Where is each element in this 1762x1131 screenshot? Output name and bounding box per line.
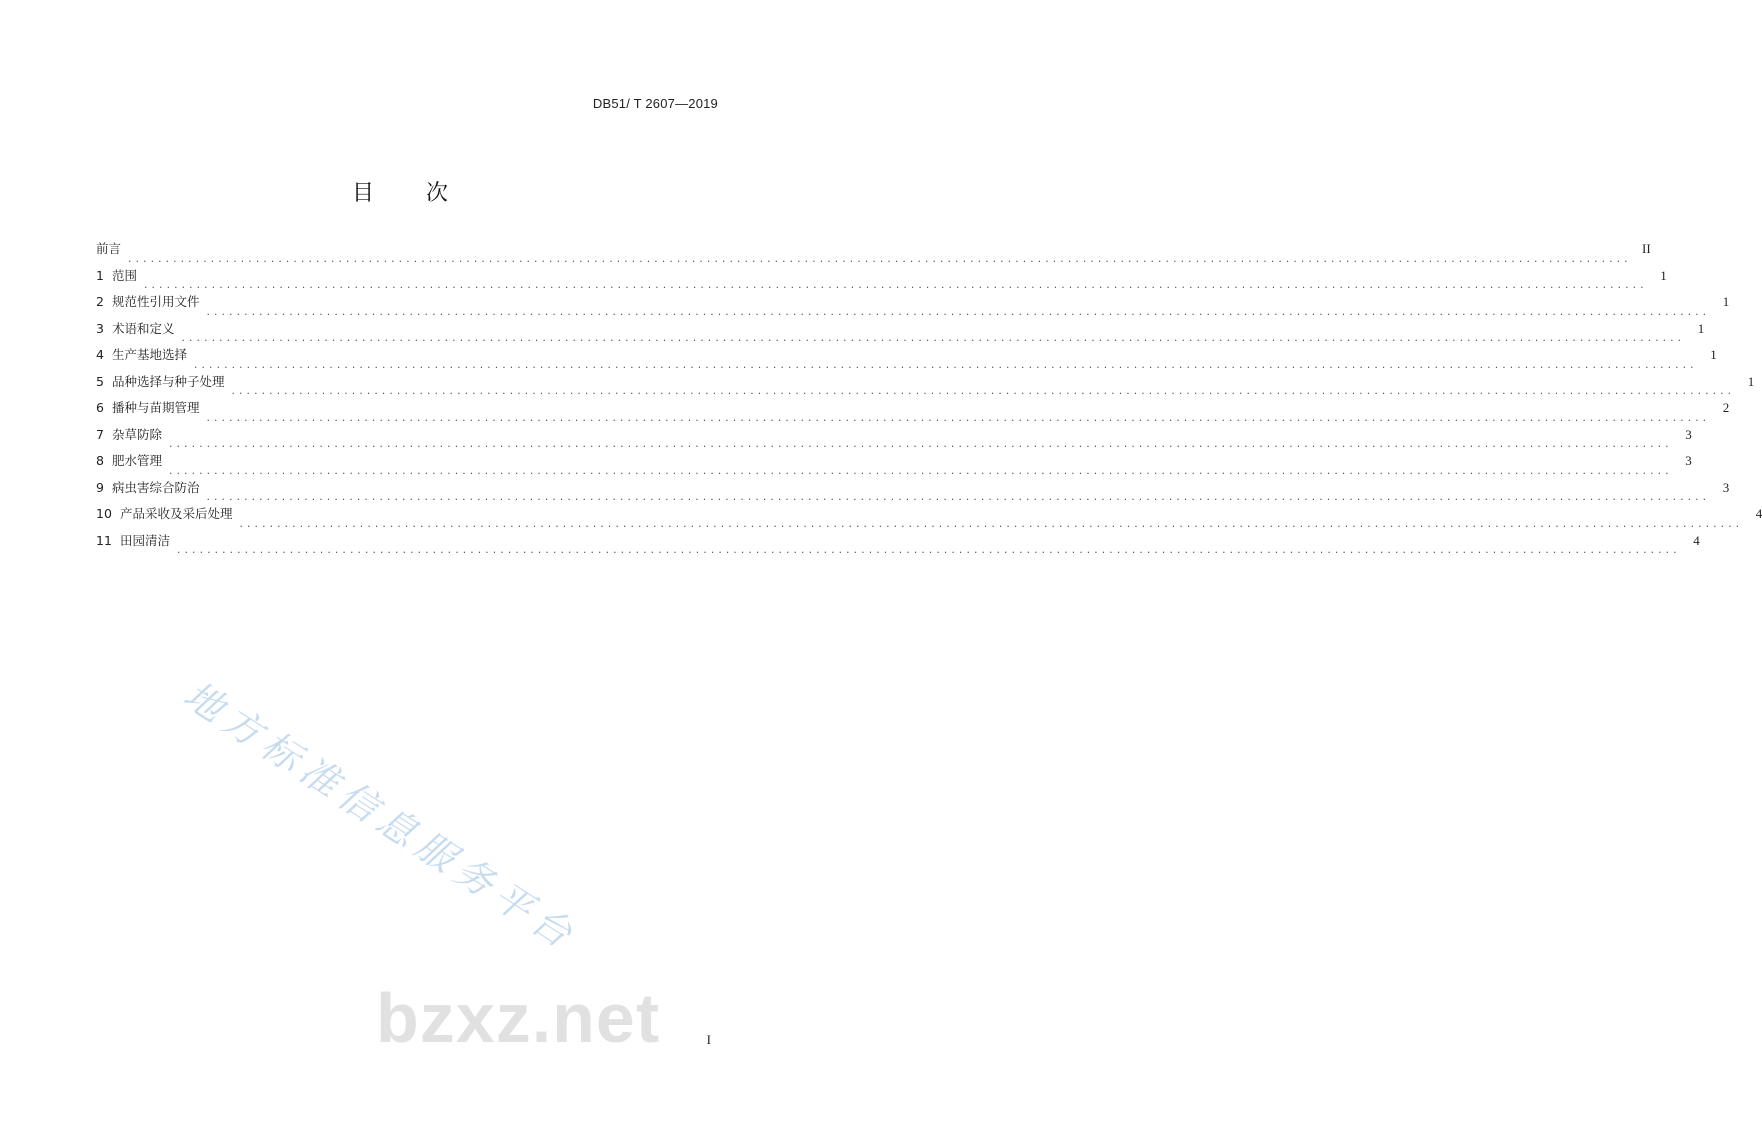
toc-entry-page: 1 bbox=[1747, 373, 1755, 389]
toc-entry[interactable] bbox=[96, 239, 1651, 266]
toc-entry-label: 病虫害综合防治 bbox=[112, 479, 200, 495]
toc-entry-number: 8 bbox=[96, 453, 104, 468]
toc-entry-number: 5 bbox=[96, 373, 104, 389]
toc-entry-page: 3 bbox=[1722, 479, 1730, 495]
toc-entry-page: 1 bbox=[1710, 347, 1717, 362]
toc-dot-leader: ........................................................................................................................................................................................................ bbox=[176, 546, 1680, 556]
page-number: I bbox=[706, 1032, 711, 1047]
toc-title-char-2: 次 bbox=[426, 181, 449, 206]
toc-dot-leader: ........................................................................................................................................................................................................ bbox=[193, 360, 1697, 371]
toc-entry-label: 规范性引用文件 bbox=[112, 294, 200, 309]
toc-entry-label: 前言 bbox=[96, 241, 122, 256]
toc-entry[interactable] bbox=[96, 425, 1692, 452]
toc-entry-number: 9 bbox=[96, 479, 104, 495]
toc-dot-leader: ........................................................................................................................................................................................................ bbox=[143, 281, 1647, 291]
toc-dot-leader: ........................................................................................................................................................................................................ bbox=[168, 466, 1672, 477]
toc-entry[interactable] bbox=[96, 451, 1692, 478]
toc-entry-label: 术语和定义 bbox=[112, 320, 175, 336]
toc-dot-leader: ........................................................................................................................................................................................................ bbox=[230, 387, 1735, 397]
toc-entry-number: 4 bbox=[96, 347, 104, 362]
toc-dot-leader: ........................................................................................................................................................................................................ bbox=[238, 519, 1743, 530]
standard-code: DB51/ T 2607—2019 bbox=[592, 96, 718, 111]
toc-entry-number: 3 bbox=[96, 320, 104, 336]
toc-entry[interactable] bbox=[96, 266, 1667, 293]
platform-watermark: 地方标准信息服务平台 bbox=[176, 672, 586, 960]
toc-entry-label: 田园清洁 bbox=[120, 532, 171, 548]
toc-entry-label: 范围 bbox=[112, 267, 138, 283]
toc-entry-page: 4 bbox=[1693, 532, 1700, 548]
toc-entry[interactable] bbox=[96, 478, 1730, 505]
toc-entry-label: 播种与苗期管理 bbox=[112, 400, 200, 415]
toc-dot-leader: ........................................................................................................................................................................................................ bbox=[205, 493, 1710, 503]
toc-entry[interactable] bbox=[96, 292, 1730, 319]
toc-entry[interactable] bbox=[96, 372, 1755, 399]
toc-entry-number: 1 bbox=[96, 267, 104, 283]
toc-entry-page: 2 bbox=[1722, 400, 1730, 415]
toc-entry[interactable] bbox=[96, 531, 1700, 558]
toc-entry-label: 肥水管理 bbox=[112, 453, 163, 468]
toc-entry-number: 10 bbox=[96, 506, 112, 521]
toc-entry-page: 1 bbox=[1660, 267, 1667, 283]
toc-entry-page: 1 bbox=[1697, 320, 1705, 336]
toc-entry-number: 2 bbox=[96, 294, 104, 309]
toc-entry-number: 7 bbox=[96, 426, 104, 442]
site-watermark: bzxz.net bbox=[376, 979, 661, 1057]
toc-entry[interactable] bbox=[96, 504, 1762, 531]
toc-dot-leader: ........................................................................................................................................................................................................ bbox=[180, 334, 1685, 344]
toc-entry[interactable] bbox=[96, 319, 1705, 346]
toc-dot-leader: ........................................................................................................................................................................................................ bbox=[127, 254, 1631, 265]
toc-entry-page: 3 bbox=[1685, 426, 1692, 442]
toc-entry-number: 11 bbox=[96, 532, 112, 548]
toc-entry[interactable] bbox=[96, 398, 1730, 425]
toc-entry-page: 1 bbox=[1722, 294, 1730, 309]
toc-entry-label: 杂草防除 bbox=[112, 426, 163, 442]
toc-title bbox=[0, 176, 800, 207]
toc-dot-leader: ........................................................................................................................................................................................................ bbox=[205, 307, 1710, 318]
toc-dot-leader: ........................................................................................................................................................................................................ bbox=[168, 440, 1672, 450]
table-of-contents bbox=[96, 239, 1762, 557]
toc-entry-page: 4 bbox=[1755, 506, 1762, 521]
toc-dot-leader: ........................................................................................................................................................................................................ bbox=[205, 413, 1710, 424]
toc-entry-page: 3 bbox=[1685, 453, 1692, 468]
toc-entry-label: 品种选择与种子处理 bbox=[112, 373, 225, 389]
toc-entry-number: 6 bbox=[96, 400, 104, 415]
toc-entry-page: II bbox=[1642, 241, 1651, 256]
toc-entry-label: 产品采收及采后处理 bbox=[120, 506, 233, 521]
toc-entry[interactable] bbox=[96, 345, 1717, 372]
toc-entry-label: 生产基地选择 bbox=[112, 347, 188, 362]
toc-title-char-1: 目 bbox=[352, 181, 375, 206]
